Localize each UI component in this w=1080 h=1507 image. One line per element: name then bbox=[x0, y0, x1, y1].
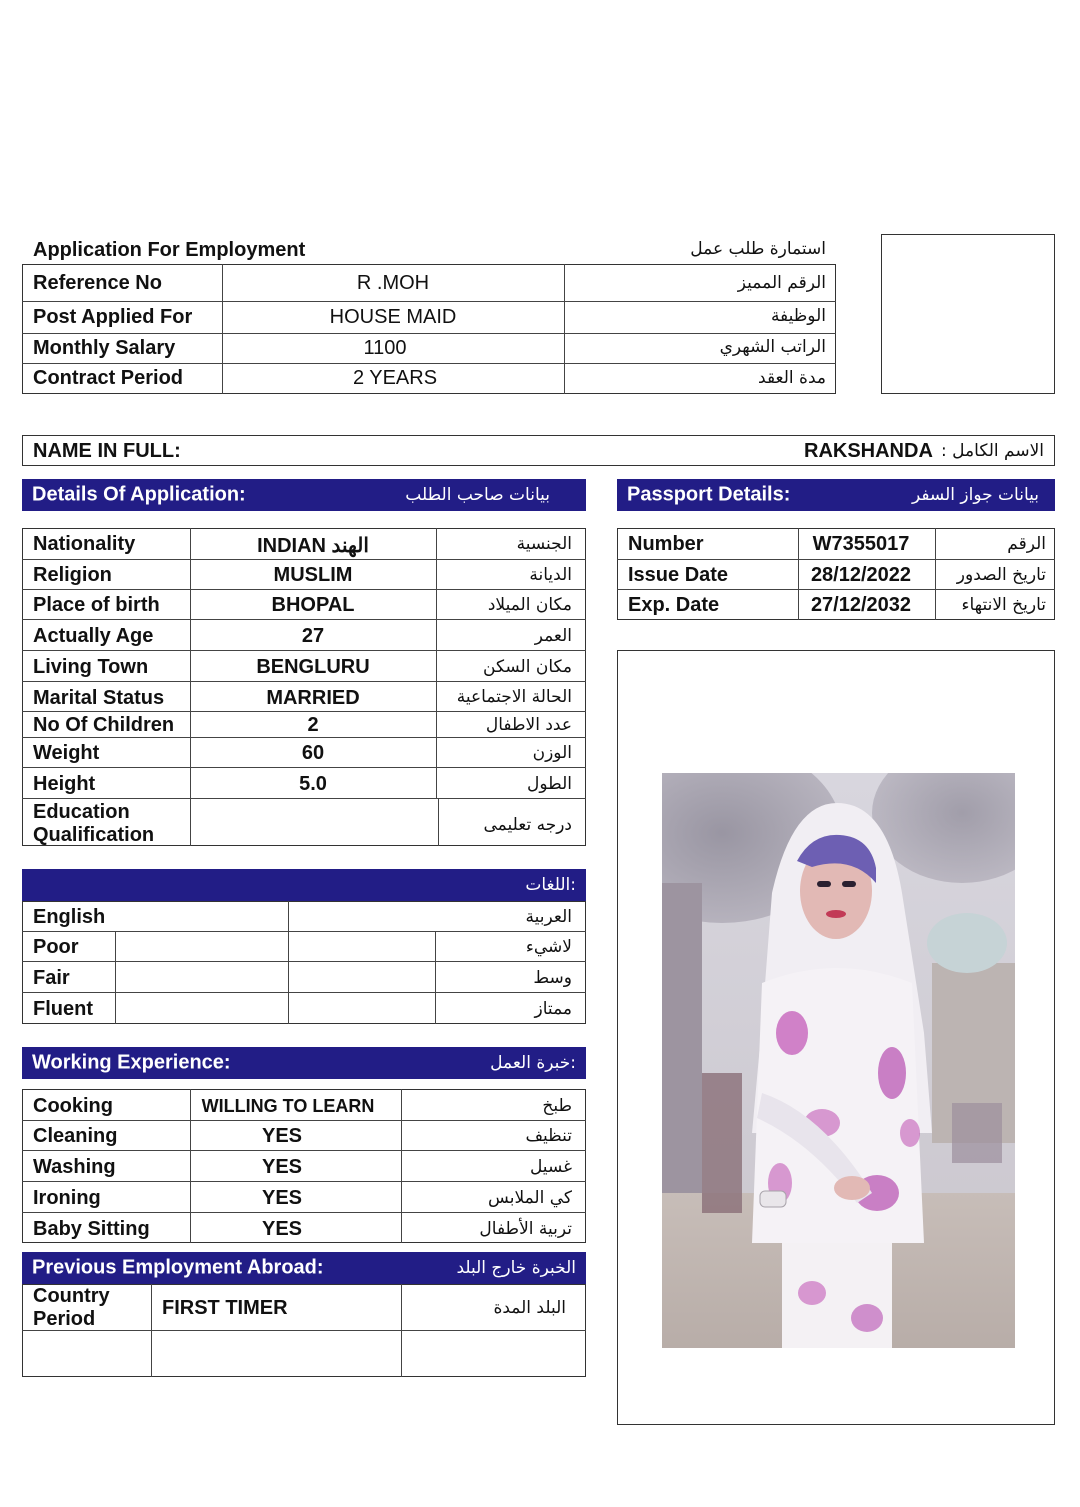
height-value: 5.0 bbox=[299, 773, 327, 795]
age-value: 27 bbox=[301, 625, 325, 647]
experience-header bbox=[22, 1047, 586, 1079]
nationality-label: Nationality bbox=[33, 533, 136, 555]
marital-status-label: Marital Status bbox=[33, 687, 165, 709]
cleaning-value: YES bbox=[261, 1125, 303, 1147]
children-value: 2 bbox=[307, 714, 319, 736]
details-title-arabic: بيانات صاحب الطلب bbox=[405, 485, 550, 505]
contract-label: Contract Period bbox=[33, 367, 184, 389]
issue-date-value: 28/12/2022 bbox=[810, 564, 912, 586]
religion-label: Religion bbox=[33, 564, 112, 586]
form-title-arabic: استمارة طلب عمل bbox=[690, 239, 826, 259]
post-value: HOUSE MAID bbox=[329, 306, 457, 328]
photo-box-small bbox=[881, 234, 1055, 394]
children-label-arabic: عدد الاطفال bbox=[485, 715, 572, 735]
age-label: Actually Age bbox=[33, 625, 154, 647]
form-title: Application For Employment bbox=[33, 239, 306, 261]
passport-title-arabic: بيانات جواز السفر bbox=[911, 485, 1039, 505]
height-label: Height bbox=[33, 773, 96, 795]
contract-label-arabic: مدة العقد bbox=[758, 368, 826, 388]
cooking-label-arabic: طبخ bbox=[542, 1096, 572, 1116]
washing-value: YES bbox=[261, 1156, 303, 1178]
height-label-arabic: الطول bbox=[527, 774, 572, 794]
passport-number-value: W7355017 bbox=[812, 533, 910, 555]
issue-date-label: Issue Date bbox=[628, 564, 729, 586]
cooking-label: Cooking bbox=[33, 1095, 113, 1117]
country-period-label: Country Period bbox=[33, 1285, 110, 1330]
post-label: Post Applied For bbox=[33, 306, 193, 328]
issue-date-label-arabic: تاريخ الصدور bbox=[956, 565, 1046, 585]
previous-header bbox=[22, 1252, 586, 1284]
language-english-label: English bbox=[33, 906, 106, 928]
baby-sitting-value: YES bbox=[261, 1218, 303, 1240]
language-arabic-label: العربية bbox=[525, 907, 572, 927]
cleaning-label: Cleaning bbox=[33, 1125, 118, 1147]
name-label: NAME IN FULL: bbox=[33, 440, 181, 462]
salary-value: 1100 bbox=[363, 337, 407, 359]
cleaning-label-arabic: تنظيف bbox=[525, 1126, 572, 1146]
education-label-arabic: درجه تعليمى bbox=[483, 815, 572, 835]
passport-title: Passport Details: bbox=[627, 483, 791, 506]
languages-title-arabic: اللغات: bbox=[525, 875, 576, 895]
country-period-label-arabic: البلد المدة bbox=[493, 1298, 566, 1318]
experience-title: Working Experience: bbox=[32, 1051, 231, 1074]
nationality-value: INDIAN الهند bbox=[257, 535, 369, 557]
washing-label-arabic: غسيل bbox=[529, 1157, 572, 1177]
passport-number-label: Number bbox=[628, 533, 704, 555]
weight-label: Weight bbox=[33, 742, 100, 764]
washing-label: Washing bbox=[33, 1156, 116, 1178]
ironing-label: Ironing bbox=[33, 1187, 101, 1209]
previous-title-arabic: الخبرة خارج البلد bbox=[456, 1258, 576, 1278]
exp-date-label: Exp. Date bbox=[628, 594, 720, 616]
name-value: RAKSHANDA bbox=[804, 440, 933, 462]
children-label: No Of Children bbox=[33, 714, 175, 736]
age-label-arabic: العمر bbox=[534, 626, 572, 646]
level-fluent-label: Fluent bbox=[33, 998, 93, 1020]
education-label: Education Qualification bbox=[33, 801, 155, 846]
level-poor-label-arabic: لاشيء bbox=[525, 937, 572, 957]
marital-status-value: MARRIED bbox=[266, 687, 360, 709]
cooking-value: WILLING TO LEARN bbox=[201, 1096, 375, 1116]
details-header bbox=[22, 479, 586, 511]
weight-value: 60 bbox=[301, 742, 325, 764]
previous-title: Previous Employment Abroad: bbox=[32, 1256, 324, 1279]
ironing-value: YES bbox=[261, 1187, 303, 1209]
languages-header bbox=[22, 869, 586, 901]
exp-date-label-arabic: تاريخ الانتهاء bbox=[961, 595, 1046, 615]
birthplace-value: BHOPAL bbox=[271, 594, 355, 616]
post-label-arabic: الوظيفة bbox=[770, 306, 826, 326]
living-town-label: Living Town bbox=[33, 656, 149, 678]
reference-label-arabic: الرقم المميز bbox=[737, 273, 826, 293]
religion-label-arabic: الديانة bbox=[529, 565, 572, 585]
passport-header bbox=[617, 479, 1055, 511]
level-fluent-label-arabic: ممتاز bbox=[534, 999, 572, 1019]
reference-value: R .MOH bbox=[356, 272, 430, 294]
ironing-label-arabic: كي الملابس bbox=[488, 1188, 572, 1208]
baby-sitting-label: Baby Sitting bbox=[33, 1218, 150, 1240]
religion-value: MUSLIM bbox=[273, 564, 353, 586]
reference-label: Reference No bbox=[33, 272, 162, 294]
salary-label: Monthly Salary bbox=[33, 337, 176, 359]
level-poor-label: Poor bbox=[33, 936, 79, 958]
baby-sitting-label-arabic: تربية الأطفال bbox=[479, 1219, 572, 1239]
contract-value: 2 YEARS bbox=[352, 367, 438, 389]
nationality-label-arabic: الجنسية bbox=[516, 534, 572, 554]
weight-label-arabic: الوزن bbox=[532, 743, 572, 763]
languages-table bbox=[22, 901, 586, 1024]
level-fair-label: Fair bbox=[33, 967, 70, 989]
previous-employment-value: FIRST TIMER bbox=[162, 1297, 288, 1319]
birthplace-label: Place of birth bbox=[33, 594, 160, 616]
experience-title-arabic: خبرة العمل: bbox=[490, 1053, 576, 1073]
salary-label-arabic: الراتب الشهري bbox=[719, 337, 826, 357]
exp-date-value: 27/12/2032 bbox=[810, 594, 912, 616]
passport-number-label-arabic: الرقم bbox=[1007, 534, 1046, 554]
marital-status-label-arabic: الحالة الاجتماعية bbox=[456, 687, 572, 707]
applicant-photo bbox=[662, 773, 1015, 1348]
level-fair-label-arabic: وسط bbox=[533, 968, 572, 988]
living-town-label-arabic: مكان السكن bbox=[483, 657, 572, 677]
details-title: Details Of Application: bbox=[32, 483, 246, 506]
birthplace-label-arabic: مكان الميلاد bbox=[487, 595, 572, 615]
living-town-value: BENGLURU bbox=[256, 656, 370, 678]
name-label-arabic: الاسم الكامل : bbox=[941, 441, 1044, 461]
